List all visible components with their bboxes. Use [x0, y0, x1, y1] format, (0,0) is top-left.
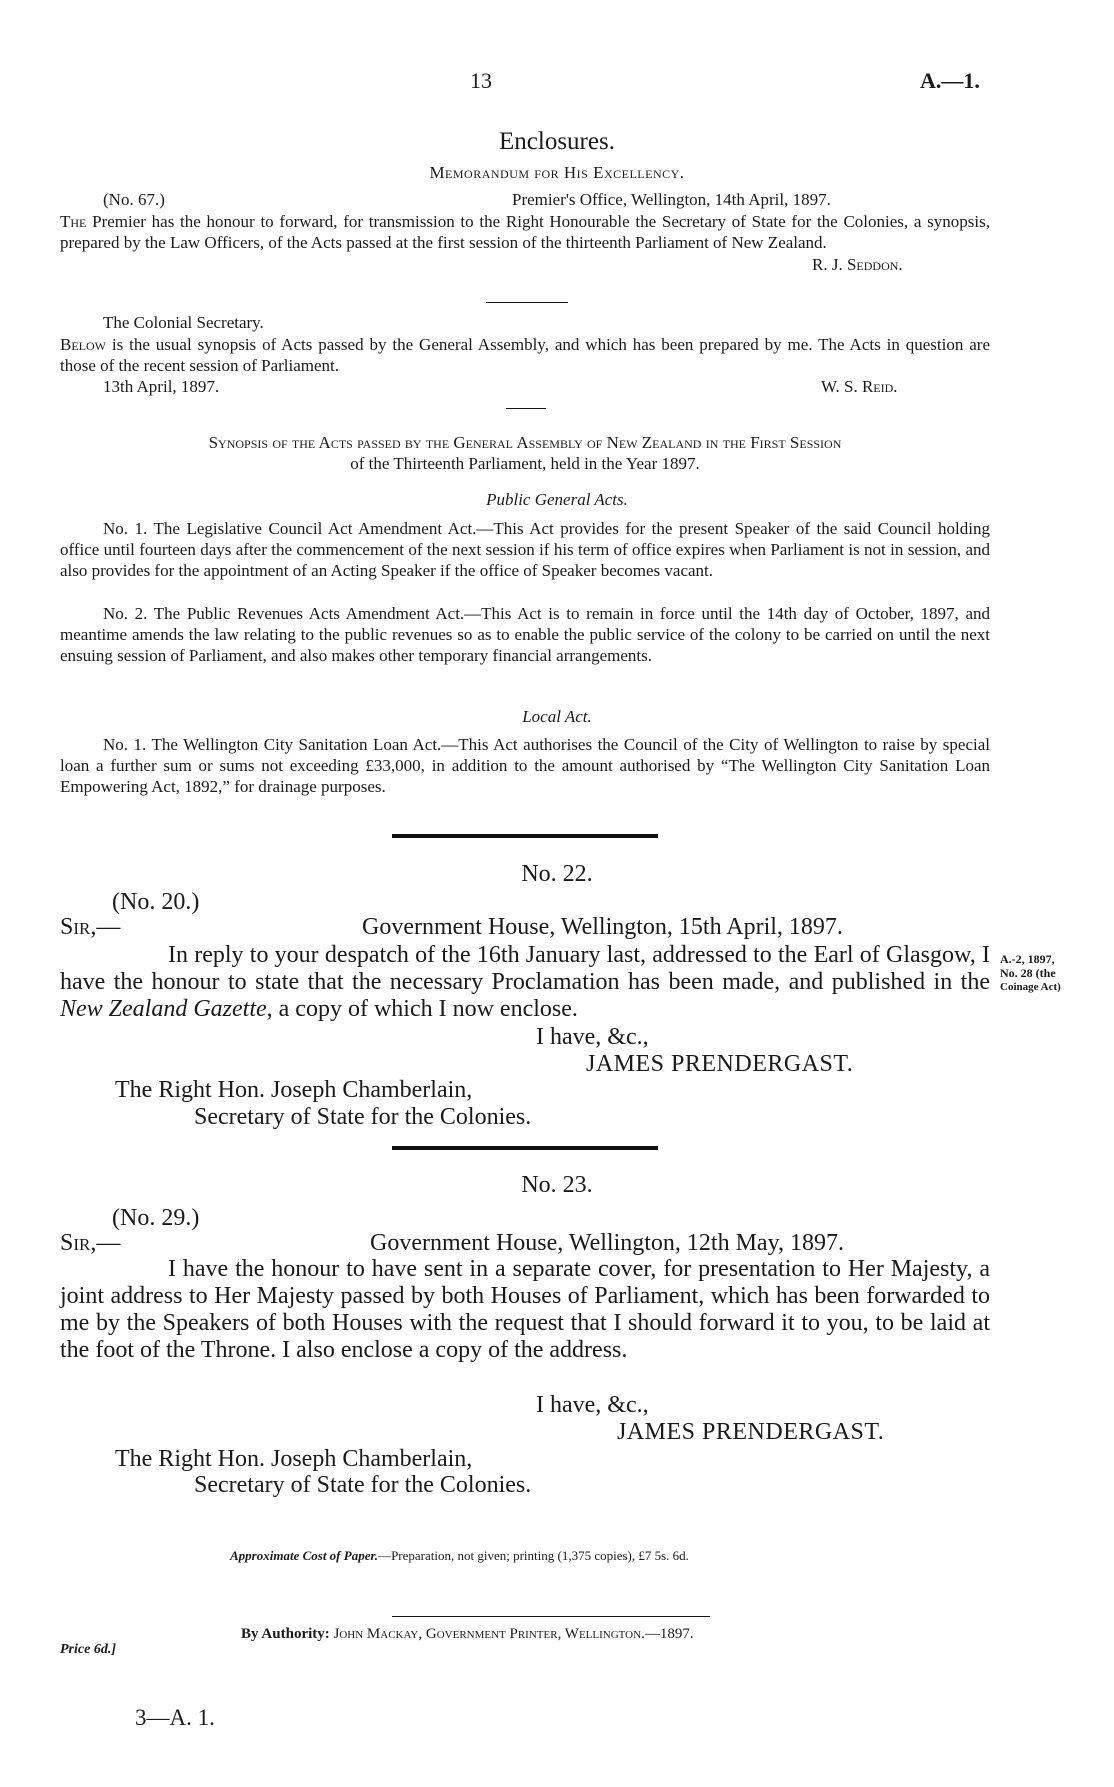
colonial-signature: W. S. Reid. [821, 377, 898, 396]
colonial-date: 13th April, 1897. [103, 377, 220, 396]
local-act-heading: Local Act. [522, 707, 592, 726]
no22-recipient-line2: Secretary of State for the Colonies. [194, 1104, 532, 1130]
no23-place-date: Government House, Wellington, 12th May, 1897. [370, 1230, 845, 1256]
colonial-body-lead: Below [60, 335, 106, 354]
memo-body [60, 211, 990, 253]
no22-body-part1: In reply to your despatch of the 16th January last, addressed to the Earl of Glasgow, I have the honour to state that the necessary Proclamation has been made, and published in the [60, 942, 990, 995]
section-divider-1 [392, 834, 658, 838]
memo-number: (No. 67.) [103, 190, 165, 209]
no23-signature: JAMES PRENDERGAST. [617, 1419, 885, 1445]
margin-note-line1: A.-2, 1897, [1000, 952, 1055, 966]
authority-label: By Authority: [241, 1626, 330, 1642]
no23-despatch-number: (No. 29.) [112, 1205, 200, 1231]
no22-body-gazette: New Zealand Gazette [60, 996, 267, 1022]
approximate-cost [230, 1548, 689, 1564]
no23-recipient-line1: The Right Hon. Joseph Chamberlain, [115, 1446, 473, 1472]
no22-body [60, 942, 990, 1023]
colonial-body [60, 334, 990, 376]
section-divider-2 [392, 1146, 658, 1150]
cost-label: Approximate Cost of Paper. [230, 1548, 379, 1563]
no22-place-date: Government House, Wellington, 15th April, 1897. [362, 914, 843, 940]
memo-body-lead: The [60, 212, 87, 231]
memo-body-text: Premier has the honour to forward, for transmission to the Right Honourable the Secretary of State for the Colonies, a synopsis, prepared by the Law Officers, of the Acts passed at the first session of the thirteenth Parliament of New Zealand. [60, 212, 990, 252]
no23-heading: No. 23. [521, 1172, 593, 1198]
public-acts-heading: Public General Acts. [486, 490, 628, 509]
synopsis-heading-line2: of the Thirteenth Parliament, held in the Year 1897. [350, 454, 700, 473]
public-act-2: No. 2. The Public Revenues Acts Amendment Act.—This Act is to remain in force until the 14th day of October, 1897, and meantime amends the law relating to the public revenues so as to enable the public service of the colony to be carried on until the next ensuing session of Parliament, and also makes other temporary financial arrangements. [60, 604, 990, 665]
footer-divider [392, 1616, 710, 1617]
no22-body-part2: , a copy of which I now enclose. [266, 996, 578, 1022]
no23-closing: I have, &c., [536, 1392, 649, 1418]
memo-title: Memorandum for His Excellency. [429, 163, 685, 182]
no23-body: I have the honour to have sent in a separate cover, for presentation to Her Majesty, a joint address to Her Majesty passed by both Houses of Parliament, which has been forwarded to me by the Speakers of both Houses with the request that I should forward it to you, to be laid at the foot of the Throne. I also enclose a copy of the address. [60, 1256, 990, 1363]
authority-line [241, 1626, 694, 1643]
cost-text: —Preparation, not given; printing (1,375 copies), £7 5s. 6d. [378, 1548, 689, 1563]
no23-salutation: Sir,— [60, 1230, 121, 1256]
local-act-1: No. 1. The Wellington City Sanitation Loan Act.—This Act authorises the Council of the City of Wellington to raise by special loan a further sum or sums not exceeding £33,000, in addition to the amount authorised by “The Wellington City Sanitation Loan Empowering Act, 1892,” for drainage purposes. [60, 735, 990, 796]
no22-despatch-number: (No. 20.) [112, 889, 200, 915]
colonial-body-text: is the usual synopsis of Acts passed by the General Assembly, and which has been prepared by me. The Acts in question are those of the recent session of Parliament. [60, 335, 990, 375]
no22-salutation: Sir,— [60, 914, 121, 940]
short-divider-2 [506, 408, 546, 409]
no22-margin-note [1000, 952, 1061, 994]
memo-signature: R. J. Seddon. [812, 255, 903, 274]
margin-note-line3: Coinage Act) [1000, 981, 1061, 993]
no23-recipient-line2: Secretary of State for the Colonies. [194, 1472, 532, 1498]
margin-note-line2: No. 28 (the [1000, 966, 1056, 980]
no22-heading: No. 22. [521, 861, 593, 887]
no22-recipient-line1: The Right Hon. Joseph Chamberlain, [115, 1077, 473, 1103]
price: Price 6d.] [60, 1642, 116, 1657]
synopsis-heading-line1: Synopsis of the Acts passed by the General Assembly of New Zealand in the First Session [208, 433, 842, 452]
no22-signature: JAMES PRENDERGAST. [586, 1051, 854, 1077]
enclosures-title: Enclosures. [499, 128, 615, 155]
paper-reference: A.—1. [920, 68, 980, 93]
memo-place-date: Premier's Office, Wellington, 14th April, 1897. [512, 190, 831, 209]
public-act-1: No. 1. The Legislative Council Act Amendment Act.—This Act provides for the present Speaker of the said Council holding office until fourteen days after the commencement of the next session if his term of office expires when Parliament is not in session, and also provides for the appointment of an Acting Speaker if the office of Speaker becomes vacant. [60, 519, 990, 580]
colonial-addressee: The Colonial Secretary. [103, 313, 264, 332]
page-number: 13 [470, 68, 492, 93]
no22-closing: I have, &c., [536, 1024, 649, 1050]
authority-text: John Mackay, Government Printer, Wellington.—1897. [333, 1626, 694, 1642]
short-divider [486, 302, 568, 303]
signature-mark: 3—A. 1. [135, 1705, 215, 1730]
